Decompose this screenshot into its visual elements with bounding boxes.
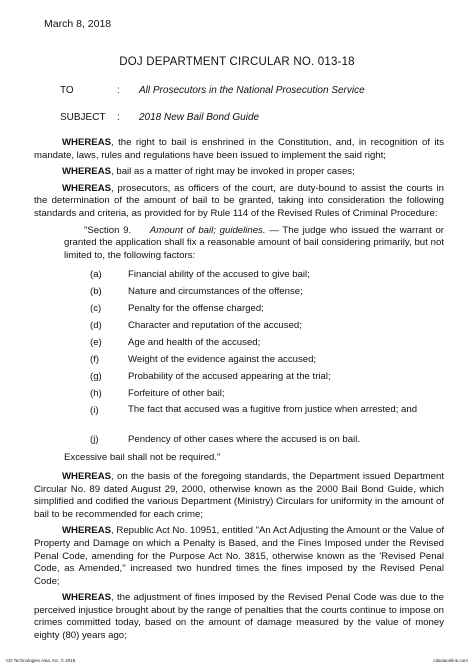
list-item [90,402,444,431]
bail-factors-list [90,266,444,448]
factor-text: Weight of the evidence against the accused; [128,354,317,366]
factor-label: (c) [90,303,102,315]
whereas-keyword: WHEREAS [62,166,112,178]
circular-title: DOJ DEPARTMENT CIRCULAR NO. 013-18 [119,56,355,68]
paragraph-text: , the right to bail is enshrined in the Constitution, and, in recognition of its mandate, laws, rules and regulations have been issued to implement the said right; [34,137,444,161]
whereas-keyword: WHEREAS [62,592,112,604]
subject-colon: : [117,112,120,123]
factor-label: (j) [90,434,99,446]
whereas-keyword: WHEREAS [62,470,112,482]
factor-text: Forfeiture of other bail; [128,388,225,400]
list-item [90,266,444,283]
paragraph-text: , Republic Act No. 10951, entitled "An Act Adjusting the Amount or the Value of Property and Damage on which a Penalty is Based, and the Fines Imposed under the Revised Penal Code, amending for the Purpose Act No. 3815, otherwise known as the 'Revised Penal Code, as Amended,'' increased two hundred times the fines imposed by the Revised Penal Code; [34,525,444,587]
factor-label: (h) [90,388,102,400]
list-item [90,334,444,351]
whereas-keyword: WHEREAS [62,137,112,148]
whereas-paragraph [34,137,444,162]
circular-date: March 8, 2018 [44,18,112,30]
factor-text: Age and health of the accused; [128,337,261,349]
whereas-paragraph [34,525,444,588]
whereas-keyword: WHEREAS [62,182,112,194]
list-item [90,317,444,334]
whereas-paragraph [34,183,444,221]
list-item [90,300,444,317]
subject-value: 2018 New Bail Bond Guide [139,112,260,123]
footer-website: cdasiaonline.com [433,658,468,663]
paragraph-text: , bail as a matter of right may be invoked in proper cases; [111,166,355,178]
paragraph-text: , prosecutors, as officers of the court, are duty-bound to assist the courts in the determination of the amount of bail to be granted, taking into consideration the following standards and criteria, as provided for by Rule 114 of the Revised Rules of Criminal Procedure: [34,182,444,219]
factor-label: (i) [90,405,99,417]
circular-body [34,137,444,647]
factor-text: Probability of the accused appearing at the trial; [128,371,331,383]
quote-closing: Excessive bail shall not be required." [64,452,221,464]
factor-label: (d) [90,320,102,332]
to-colon: : [117,85,120,96]
whereas-keyword: WHEREAS [62,525,112,537]
factor-text: Character and reputation of the accused; [128,320,302,332]
factor-text: The fact that accused was a fugitive from justice when arrested; and [128,404,418,416]
list-item [90,283,444,300]
factor-label: (e) [90,337,102,349]
footer-copyright: CD Technologies Asia, Inc. © 2018 [6,658,76,663]
factor-text: Penalty for the offense charged; [128,303,264,315]
section-number: "Section 9. [84,224,132,236]
factor-label: (a) [90,269,102,281]
factor-label: (f) [90,354,100,366]
section-text: — The judge who issued the warrant or granted the application shall fix a reasonable amount of bail considering primarily, but not limited to, the following factors: [64,224,444,261]
to-value: All Prosecutors in the National Prosecution Service [139,85,365,96]
whereas-paragraph [34,592,444,642]
list-item [90,368,444,385]
paragraph-text: , the adjustment of fines imposed by the Revised Penal Code was due to the perceived injustice brought about by the range of penalties that the courts continue to impose on crimes committed today, based on the amount of damage measured by the value of money eighty (80) years ago; [34,592,444,642]
factor-label: (g) [90,371,102,383]
to-label: TO [60,85,74,96]
list-item [90,431,444,448]
list-item [90,385,444,402]
section-title: Amount of bail; guidelines. [149,224,266,236]
factor-label: (b) [90,286,102,298]
factor-text: Pendency of other cases where the accused is on bail. [128,434,360,446]
list-item [90,351,444,368]
rule-114-quote [64,225,444,449]
factor-text: Financial ability of the accused to give bail; [128,269,310,281]
paragraph-text: , on the basis of the foregoing standards, the Department issued Department Circular No. 89 dated August 29, 2000, otherwise known as the 2000 Bail Bond Guide, which simplified and codified the various Department (Ministry) Circulars for uniformity in the amount of bail to be recommended for each crime; [34,470,444,520]
whereas-paragraph [34,166,444,179]
section-heading [64,225,444,263]
whereas-paragraph [34,471,444,521]
factor-text: Nature and circumstances of the offense; [128,286,303,298]
subject-label: SUBJECT [60,112,106,123]
